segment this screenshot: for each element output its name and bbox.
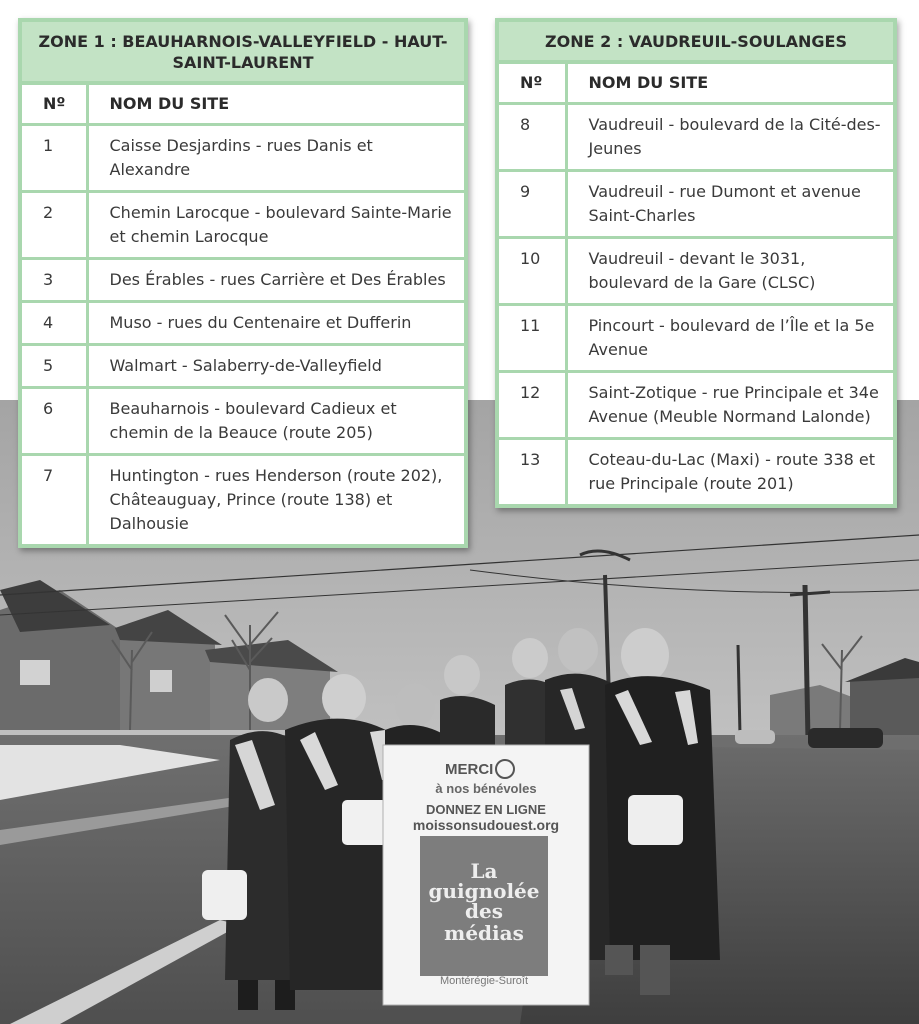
table-row — [22, 345, 464, 388]
table-row — [499, 305, 893, 372]
site-name: Pincourt - boulevard de l’Île et la 5e Avenue — [566, 305, 893, 372]
site-number: 5 — [22, 345, 87, 388]
site-number: 13 — [499, 439, 566, 505]
logo-medias: médias — [444, 921, 524, 945]
site-number: 9 — [499, 171, 566, 238]
site-number: 10 — [499, 238, 566, 305]
site-name: Vaudreuil - boulevard de la Cité-des-Jeunes — [566, 104, 893, 171]
table-row — [22, 388, 464, 455]
table-row — [499, 171, 893, 238]
logo-la: La — [470, 859, 498, 883]
site-number: 4 — [22, 302, 87, 345]
table-row — [22, 125, 464, 192]
site-number: 3 — [22, 259, 87, 302]
site-name: Vaudreuil - rue Dumont et avenue Saint-Charles — [566, 171, 893, 238]
site-number: 12 — [499, 372, 566, 439]
zone2-sites-table — [499, 64, 893, 504]
site-name: Vaudreuil - devant le 3031, boulevard de la Gare (CLSC) — [566, 238, 893, 305]
table-row — [499, 104, 893, 171]
zone1-title: ZONE 1 : BEAUHARNOIS-VALLEYFIELD - HAUT-SAINT-LAURENT — [22, 22, 464, 85]
site-name: Walmart - Salaberry-de-Valleyfield — [87, 345, 464, 388]
zone1-table — [18, 18, 468, 548]
site-number: 11 — [499, 305, 566, 372]
table-row — [22, 455, 464, 545]
table-row — [499, 238, 893, 305]
donation-sign — [383, 745, 589, 1005]
zone1-header-row — [22, 85, 464, 125]
table-row — [22, 259, 464, 302]
sign-donnez: DONNEZ EN LIGNE — [426, 802, 546, 817]
zone2-title: ZONE 2 : VAUDREUIL-SOULANGES — [499, 22, 893, 64]
table-row — [22, 192, 464, 259]
col-header-num: Nº — [22, 85, 87, 125]
site-number: 1 — [22, 125, 87, 192]
site-number: 8 — [499, 104, 566, 171]
zone2-header-row — [499, 64, 893, 104]
logo-guignolee: guignolée — [428, 879, 540, 903]
sign-region: Montérégie-Suroît — [439, 975, 529, 987]
logo-des: des — [465, 899, 503, 923]
zone1-sites-table — [22, 85, 464, 544]
site-number: 6 — [22, 388, 87, 455]
sign-website: moissonsudouest.org — [412, 817, 560, 833]
site-name: Coteau-du-Lac (Maxi) - route 338 et rue Principale (route 201) — [566, 439, 893, 505]
site-name: Muso - rues du Centenaire et Dufferin — [87, 302, 464, 345]
sign-benevoles: à nos bénévoles — [435, 781, 537, 796]
col-header-name: NOM DU SITE — [87, 85, 464, 125]
parked-car — [808, 728, 883, 748]
site-name: Saint-Zotique - rue Principale et 34e Avenue (Meuble Normand Lalonde) — [566, 372, 893, 439]
site-name: Beauharnois - boulevard Cadieux et chemin de la Beauce (route 205) — [87, 388, 464, 455]
site-number: 2 — [22, 192, 87, 259]
site-name: Caisse Desjardins - rues Danis et Alexandre — [87, 125, 464, 192]
table-row — [499, 372, 893, 439]
table-row — [22, 302, 464, 345]
zone2-table — [495, 18, 897, 508]
site-name: Huntington - rues Henderson (route 202), Châteauguay, Prince (route 138) et Dalhousie — [87, 455, 464, 545]
table-row — [499, 439, 893, 505]
site-name: Des Érables - rues Carrière et Des Érables — [87, 259, 464, 302]
col-header-num: Nº — [499, 64, 566, 104]
site-name: Chemin Larocque - boulevard Sainte-Marie et chemin Larocque — [87, 192, 464, 259]
sign-merci: MERCI — [445, 761, 494, 778]
site-number: 7 — [22, 455, 87, 545]
col-header-name: NOM DU SITE — [566, 64, 893, 104]
